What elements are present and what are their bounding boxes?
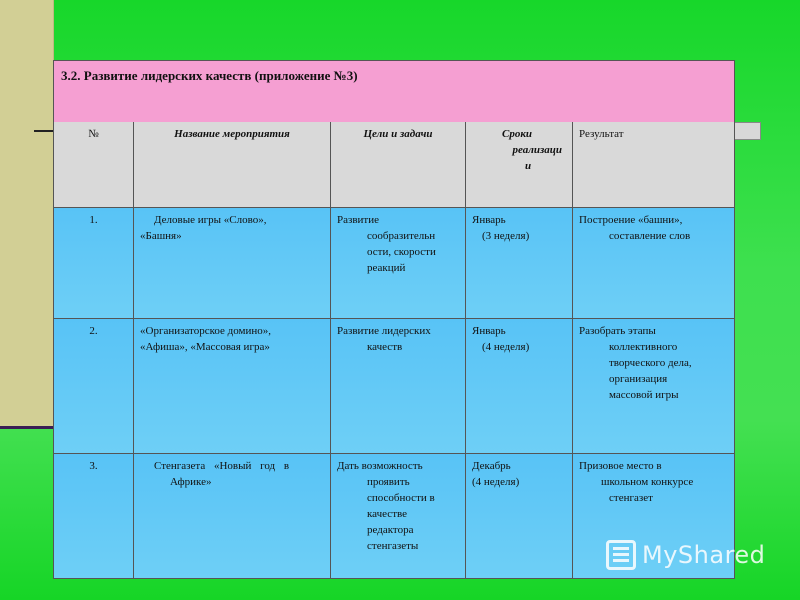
myshared-logo-icon: [606, 540, 636, 570]
side-panel: [0, 0, 54, 428]
row-deadline: Январь (3 неделя): [466, 208, 573, 318]
header-result: Результат: [579, 128, 624, 140]
watermark-text: MyShared: [642, 541, 766, 569]
header-deadline: Сроки реализаци и: [466, 122, 573, 207]
right-marker-tab: [733, 122, 761, 140]
table-header-row: [54, 122, 734, 208]
row-deadline: Январь (4 неделя): [466, 319, 573, 453]
table-row: [54, 319, 734, 454]
row-deadline: Декабрь (4 неделя): [466, 454, 573, 578]
header-number: №: [54, 122, 134, 207]
header-event-name: Название мероприятия: [134, 122, 331, 207]
table-row: [54, 208, 734, 319]
plan-table: [54, 122, 734, 578]
row-number: 2.: [54, 319, 134, 453]
title-bar: [54, 61, 734, 123]
row-result: Построение «башни», составление слов: [579, 214, 691, 242]
row-goals: Развитие лидерских качеств: [331, 319, 466, 453]
header-goals: Цели и задачи: [331, 122, 466, 207]
row-event-name: Деловые игры «Слово», «Башня»: [134, 208, 331, 318]
row-event-name: «Организаторское домино», «Афиша», «Массовая игра»: [134, 319, 331, 453]
row-number: 3.: [54, 454, 134, 578]
row-result: Разобрать этапы коллективного творческого дела, организация массовой игры: [579, 325, 692, 401]
slide: [53, 60, 735, 579]
row-result: Призовое место в школьном конкурсе стенгазет: [579, 460, 694, 504]
slide-title: 3.2. Развитие лидерских качеств (приложение №3): [61, 68, 358, 83]
row-goals: Дать возможность проявить способности в качестве редактора стенгазеты: [331, 454, 466, 578]
side-divider: [0, 426, 53, 429]
row-goals: Развитие сообразительн ости, скорости реакций: [331, 208, 466, 318]
row-number: 1.: [54, 208, 134, 318]
myshared-watermark: [606, 536, 765, 574]
row-event-name: Стенгазета «Новый год в Африке»: [134, 454, 331, 578]
